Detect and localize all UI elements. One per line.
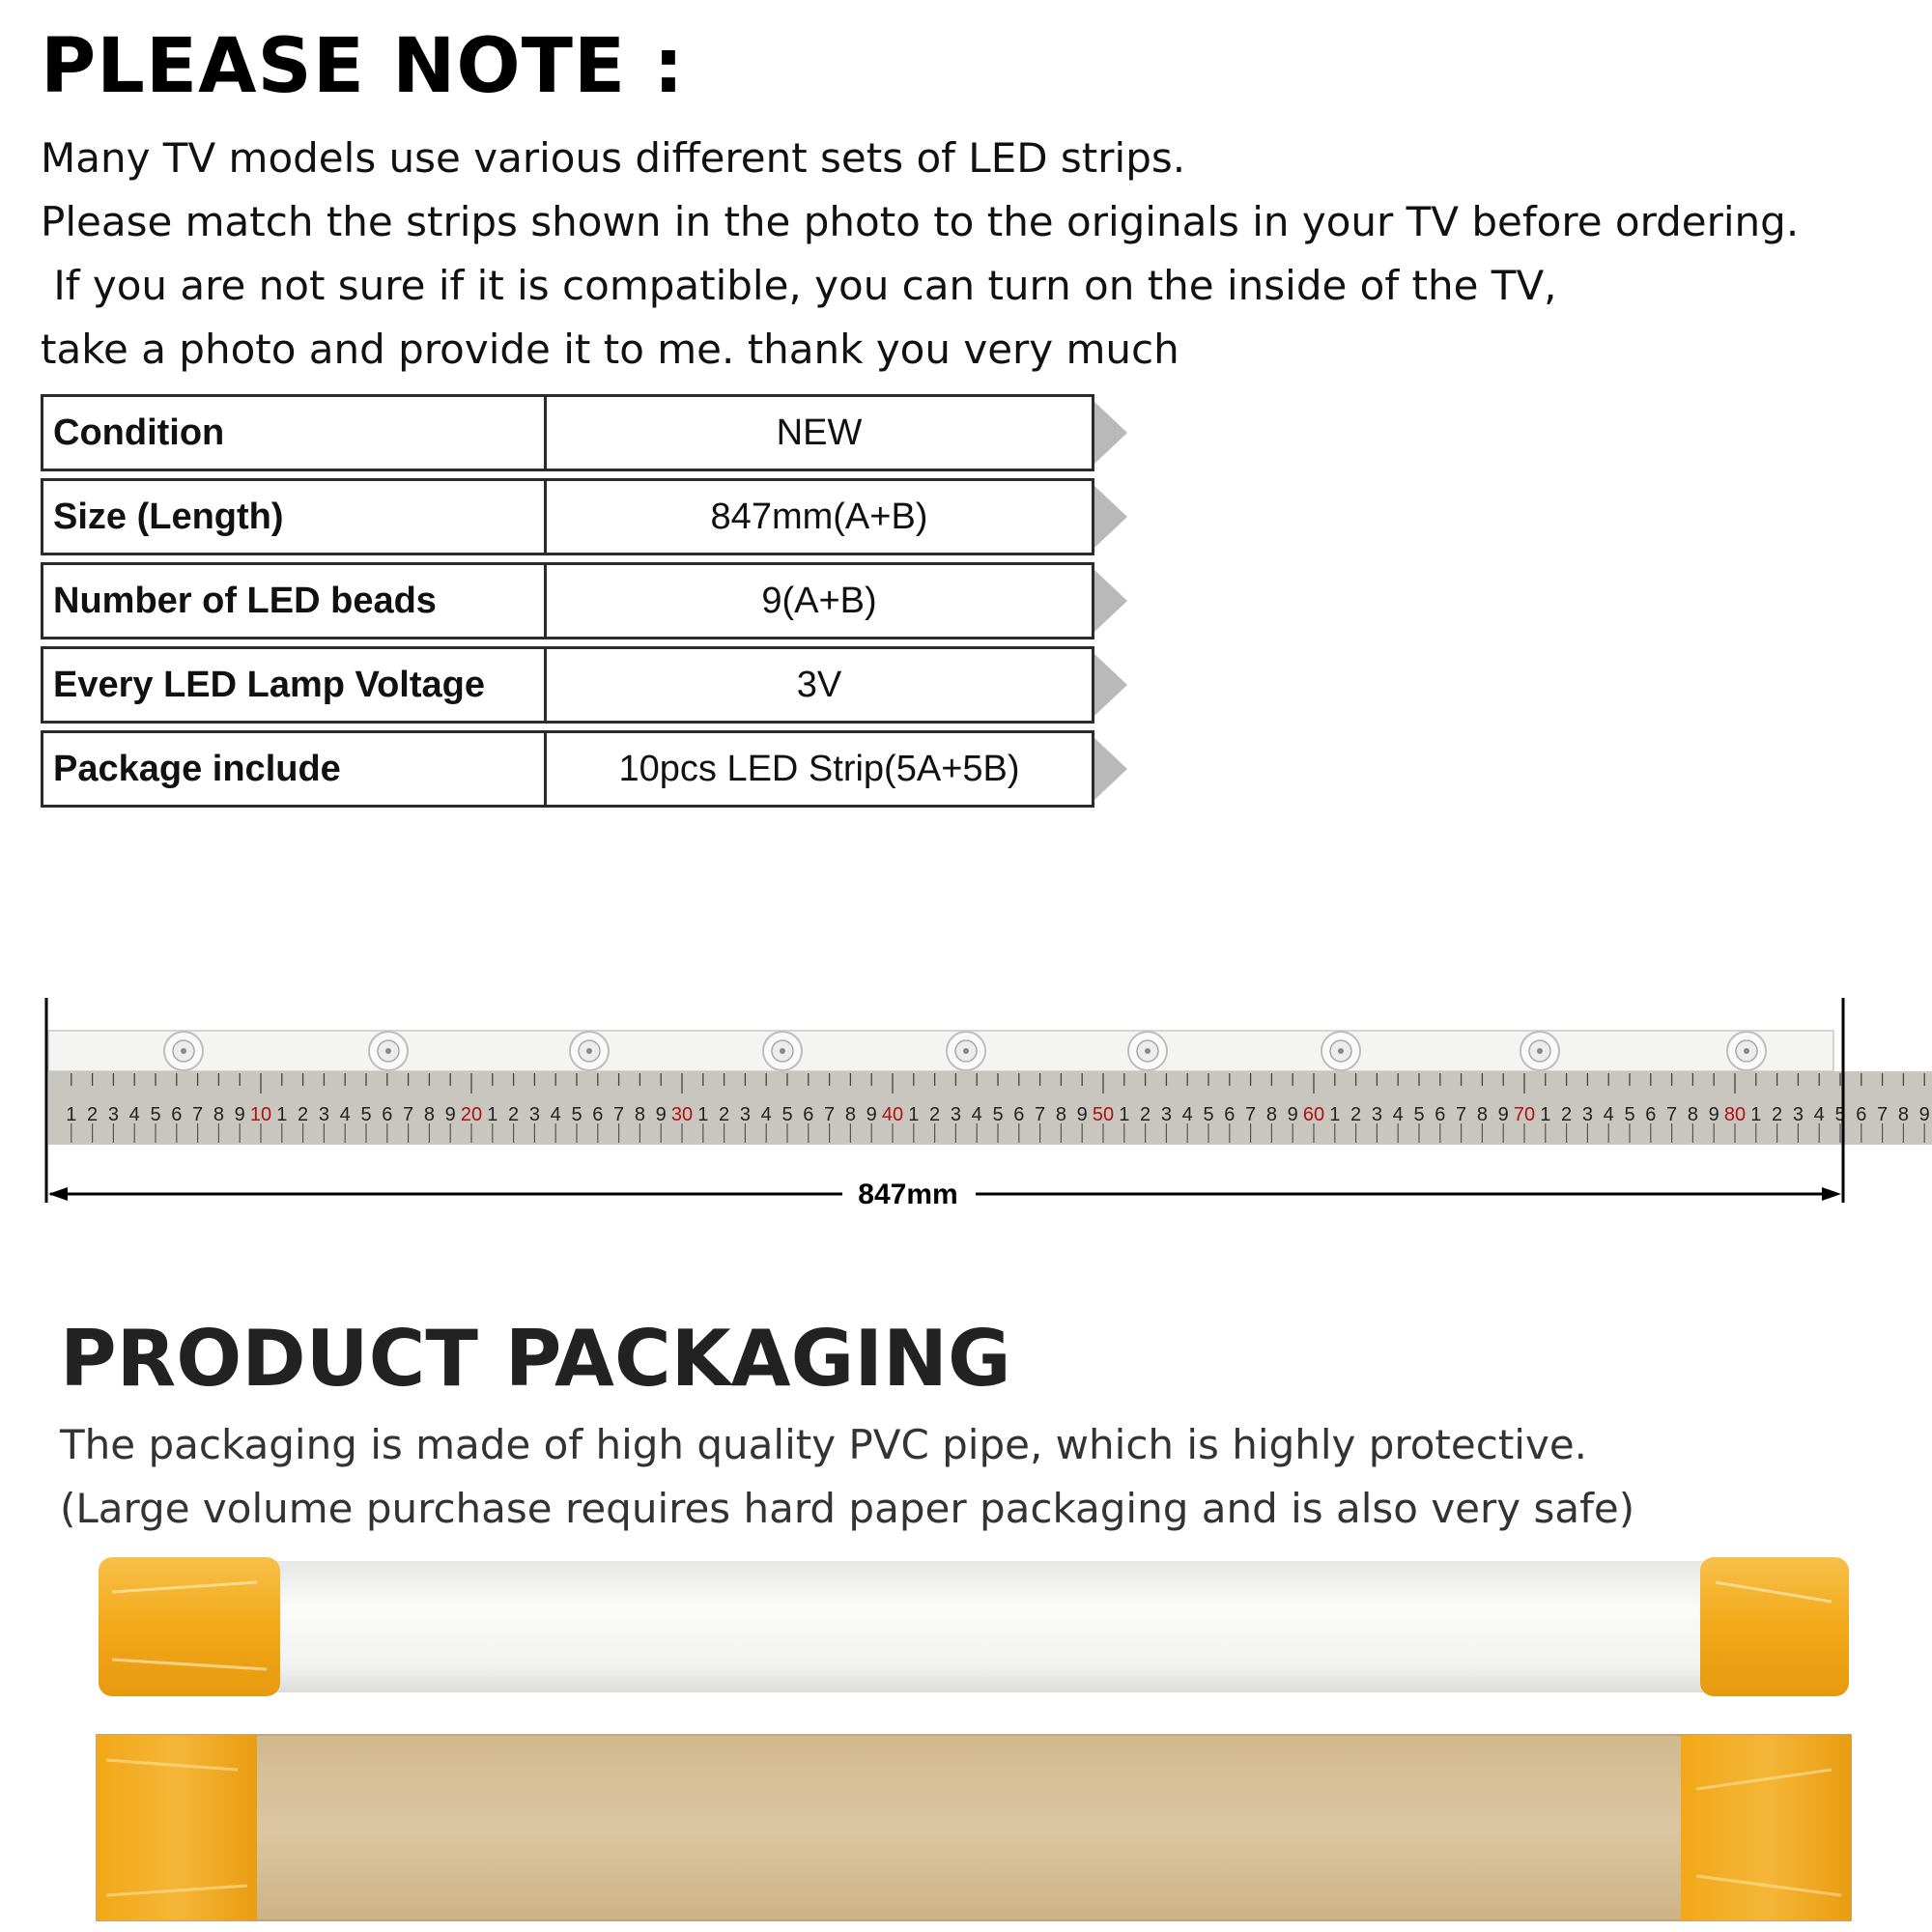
ruler-unit-label: 2 [508, 1104, 520, 1125]
spec-label: Package include [41, 730, 547, 808]
ruler-unit-label: 7 [1877, 1104, 1889, 1125]
ruler-unit-label: 5 [781, 1104, 793, 1125]
spec-value: 10pcs LED Strip(5A+5B) [544, 730, 1094, 808]
packaging-line: (Large volume purchase requires hard paper packaging and is also very safe) [60, 1485, 1635, 1532]
packaging-text-block [60, 1418, 1634, 1546]
ruler-decade-label: 20 [460, 1104, 483, 1125]
ruler-unit-label: 4 [339, 1104, 351, 1125]
spec-label: Condition [41, 394, 547, 471]
ruler-decade-label: 40 [881, 1104, 904, 1125]
ruler-unit-label: 3 [1792, 1104, 1804, 1125]
ruler-unit-label: 7 [1035, 1104, 1046, 1125]
note-line: Many TV models use various different sets of LED strips. [41, 134, 1186, 182]
ruler-unit-label: 6 [592, 1104, 604, 1125]
ruler-unit-label: 6 [1856, 1104, 1867, 1125]
ruler-unit-label: 5 [1203, 1104, 1214, 1125]
dimension-arrow-right-icon [1822, 1187, 1841, 1201]
ruler-decade-label: 70 [1513, 1104, 1536, 1125]
ruler-unit-label: 2 [1772, 1104, 1783, 1125]
ruler-unit-label: 8 [844, 1104, 856, 1125]
tape-right [1700, 1557, 1849, 1696]
ruler-unit-label: 5 [150, 1104, 161, 1125]
ruler-unit-label: 2 [1350, 1104, 1362, 1125]
ruler-unit-label: 6 [382, 1104, 393, 1125]
ruler-unit-label: 3 [1581, 1104, 1593, 1125]
tape-left [99, 1557, 280, 1696]
cardboard-box-image [93, 1731, 1855, 1924]
ruler-unit-label: 4 [1603, 1104, 1614, 1125]
ruler-unit-label: 9 [444, 1104, 456, 1125]
spec-value: 847mm(A+B) [544, 478, 1094, 555]
tape-left [97, 1735, 257, 1920]
pvc-tube-image [93, 1553, 1855, 1698]
ruler-unit-label: 5 [1413, 1104, 1425, 1125]
led-strip-measurement [0, 985, 1932, 1217]
ruler-decade-label: 60 [1302, 1104, 1325, 1125]
ruler-unit-label: 6 [1435, 1104, 1446, 1125]
spec-value: 3V [544, 646, 1094, 724]
led-bead [1520, 1032, 1559, 1070]
ruler-unit-label: 6 [1645, 1104, 1657, 1125]
led-bead [1321, 1032, 1360, 1070]
ruler-unit-label: 8 [634, 1104, 645, 1125]
ruler-unit-label: 6 [1013, 1104, 1025, 1125]
ruler-unit-label: 8 [1687, 1104, 1698, 1125]
ruler-unit-label: 1 [908, 1104, 920, 1125]
ruler-unit-label: 9 [1076, 1104, 1088, 1125]
ruler-unit-label: 9 [1708, 1104, 1719, 1125]
ruler-ticks [66, 1073, 1930, 1143]
row-arrow-icon [1094, 486, 1127, 548]
ruler-unit-label: 6 [1224, 1104, 1236, 1125]
note-line: Please match the strips shown in the photo to the originals in your TV before ordering. [41, 198, 1800, 245]
ruler-unit-label: 3 [107, 1104, 119, 1125]
ruler-unit-label: 3 [528, 1104, 540, 1125]
row-arrow-icon [1094, 570, 1127, 632]
ruler-unit-label: 2 [298, 1104, 309, 1125]
ruler-unit-label: 6 [171, 1104, 183, 1125]
ruler-unit-label: 2 [929, 1104, 941, 1125]
ruler-unit-label: 1 [66, 1104, 77, 1125]
ruler-unit-label: 9 [234, 1104, 245, 1125]
ruler-unit-label: 7 [824, 1104, 836, 1125]
ruler-decade-label: 80 [1723, 1104, 1747, 1125]
led-bead [369, 1032, 408, 1070]
ruler-unit-label: 7 [1245, 1104, 1257, 1125]
ruler-unit-label: 5 [1834, 1104, 1846, 1125]
led-bead [947, 1032, 985, 1070]
ruler-unit-label: 9 [1918, 1104, 1930, 1125]
ruler-unit-label: 1 [1329, 1104, 1341, 1125]
row-arrow-icon [1094, 738, 1127, 800]
ruler-unit-label: 8 [213, 1104, 224, 1125]
ruler-unit-label: 8 [423, 1104, 435, 1125]
ruler-decade-label: 30 [670, 1104, 694, 1125]
ruler-unit-label: 9 [1287, 1104, 1298, 1125]
ruler-unit-label: 8 [1476, 1104, 1488, 1125]
ruler-unit-label: 2 [1140, 1104, 1151, 1125]
ruler-unit-label: 7 [1666, 1104, 1678, 1125]
note-text-block [41, 131, 1799, 386]
ruler-unit-label: 3 [1160, 1104, 1172, 1125]
ruler-decade-label: 50 [1092, 1104, 1115, 1125]
ruler-unit-label: 2 [1561, 1104, 1573, 1125]
ruler-unit-label: 6 [803, 1104, 814, 1125]
ruler-unit-label: 3 [950, 1104, 961, 1125]
row-arrow-icon [1094, 654, 1127, 716]
ruler-unit-label: 1 [276, 1104, 288, 1125]
ruler-unit-label: 4 [971, 1104, 982, 1125]
ruler-unit-label: 4 [550, 1104, 561, 1125]
ruler-unit-label: 3 [1371, 1104, 1382, 1125]
led-bead [1128, 1032, 1167, 1070]
ruler-unit-label: 4 [1181, 1104, 1193, 1125]
row-arrow-icon [1094, 402, 1127, 464]
dimension-arrow-left-icon [48, 1187, 68, 1201]
ruler-unit-label: 7 [1456, 1104, 1467, 1125]
ruler-unit-label: 7 [613, 1104, 625, 1125]
ruler-unit-label: 5 [360, 1104, 372, 1125]
ruler-unit-label: 4 [128, 1104, 140, 1125]
led-bead [763, 1032, 802, 1070]
ruler-unit-label: 4 [760, 1104, 772, 1125]
ruler-unit-label: 9 [655, 1104, 667, 1125]
ruler-unit-label: 1 [487, 1104, 498, 1125]
packaging-title: PRODUCT PACKAGING [60, 1314, 1011, 1404]
ruler-unit-label: 4 [1813, 1104, 1825, 1125]
ruler-unit-label: 5 [992, 1104, 1004, 1125]
spec-label: Number of LED beads [41, 562, 547, 639]
ruler-unit-label: 9 [1497, 1104, 1509, 1125]
ruler-decade-label: 10 [249, 1104, 272, 1125]
please-note-title: PLEASE NOTE : [41, 23, 685, 110]
ruler-unit-label: 7 [403, 1104, 414, 1125]
spec-label: Every LED Lamp Voltage [41, 646, 547, 724]
note-line: If you are not sure if it is compatible, you can turn on the inside of the TV, [41, 262, 1557, 309]
ruler-unit-label: 3 [739, 1104, 751, 1125]
note-line: take a photo and provide it to me. thank you very much [41, 326, 1179, 373]
ruler-unit-label: 8 [1897, 1104, 1909, 1125]
length-label: 847mm [858, 1179, 958, 1210]
ruler-unit-label: 3 [318, 1104, 329, 1125]
led-bead [1727, 1032, 1766, 1070]
ruler-unit-label: 1 [1750, 1104, 1762, 1125]
ruler-unit-label: 2 [719, 1104, 730, 1125]
ruler-unit-label: 9 [866, 1104, 877, 1125]
ruler-unit-label: 5 [571, 1104, 582, 1125]
spec-label: Size (Length) [41, 478, 547, 555]
led-bead [570, 1032, 609, 1070]
packaging-line: The packaging is made of high quality PVC pipe, which is highly protective. [60, 1421, 1588, 1468]
ruler-unit-label: 4 [1392, 1104, 1404, 1125]
ruler-unit-label: 1 [1119, 1104, 1130, 1125]
ruler-unit-label: 2 [87, 1104, 99, 1125]
ruler-unit-label: 7 [192, 1104, 204, 1125]
spec-value: 9(A+B) [544, 562, 1094, 639]
ruler-unit-label: 8 [1265, 1104, 1277, 1125]
spec-value: NEW [544, 394, 1094, 471]
led-strip [48, 1031, 1833, 1071]
ruler-unit-label: 5 [1624, 1104, 1635, 1125]
ruler-unit-label: 1 [697, 1104, 709, 1125]
ruler-unit-label: 8 [1055, 1104, 1066, 1125]
led-bead [164, 1032, 203, 1070]
ruler-unit-label: 1 [1540, 1104, 1551, 1125]
